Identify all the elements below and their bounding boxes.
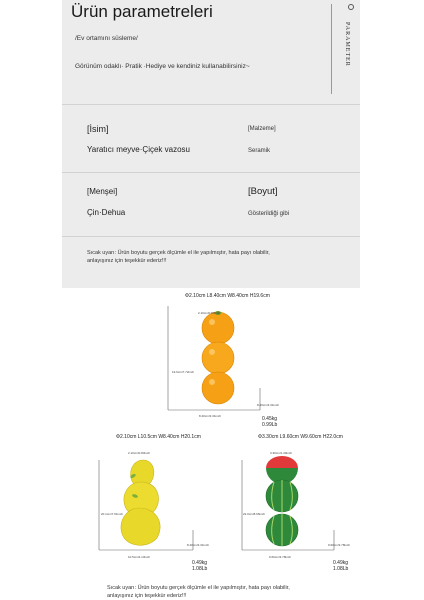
lemon-vase-diagram: [95, 446, 210, 556]
parameter-vertical-label: PARAMETER: [344, 22, 350, 67]
watermelon-vase-dimensions: Φ3.30cm L9.60cm W9.60cm H22.0cm: [258, 434, 343, 440]
orange-vase-dimensions: Φ2.10cm L8.40cm W8.40cm H19.6cm: [185, 293, 270, 299]
warning-line-1: Sıcak uyarı: Ürün boyutu gerçek ölçümle el ile yapılmıştır, hata payı olabilir,: [87, 250, 270, 256]
watermelon-width-dimension: 9.60cm/3.78inch: [328, 543, 351, 547]
warning-line-2: anlayışınız için teşekkür ederiz!!!: [87, 258, 167, 264]
lemon-weight: [192, 560, 207, 572]
watermelon-height-dimension: 22.0cm/8.66inch: [243, 512, 266, 516]
orange-icon: [202, 342, 234, 374]
section-divider: [62, 236, 360, 237]
lemon-weight-kg: 0.49kg: [192, 560, 208, 566]
lemon-weight-lb: 1.08Lb: [192, 566, 208, 572]
section-divider: [62, 104, 360, 105]
material-value: Seramik: [248, 148, 271, 154]
watermelon-weight-lb: 1.08Lb: [333, 566, 349, 572]
lemon-icon: [121, 508, 160, 545]
watermelon-slice-icon: [266, 456, 298, 468]
orange-bottom-dimension: 8.40cm/3.31inch: [199, 414, 222, 418]
page-title: Ürün parametreleri: [71, 2, 213, 21]
lemon-width-dimension: 8.40cm/3.31inch: [187, 543, 210, 547]
orange-vase-diagram: [160, 300, 270, 415]
orange-weight-lb: 0.99Lb: [262, 422, 278, 428]
name-value: Yaratıcı meyve·Çiçek vazosu: [87, 145, 190, 154]
watermelon-bottom-dimension: 9.60cm/3.78inch: [269, 555, 292, 559]
orange-top-dimension: 2.10cm/0.83inch: [198, 311, 221, 315]
bottom-warning-note: [107, 584, 290, 600]
watermelon-weight: [333, 560, 348, 572]
watermelon-top-dimension: 3.30cm/1.30inch: [270, 451, 293, 455]
orange-icon: [202, 372, 234, 404]
orange-weight-kg: 0.45kg: [262, 416, 278, 422]
tagline-home-decor: /Ev ortamını süsleme/: [75, 35, 138, 42]
orange-height-dimension: 19.6cm/7.72inch: [172, 370, 195, 374]
lemon-vase-dimensions: Φ2.10cm L10.5cm W8.40cm H20.1cm: [116, 434, 201, 440]
watermelon-weight-kg: 0.49kg: [333, 560, 349, 566]
orange-icon: [202, 312, 234, 344]
bottom-warning-line-1: Sıcak uyarı: Ürün boyutu gerçek ölçümle el ile yapılmıştır, hata payı olabilir,: [107, 585, 290, 591]
circle-ornament-icon: [348, 4, 354, 10]
origin-value: Çin·Dehua: [87, 208, 126, 217]
size-value: Gösterildiği gibi: [248, 211, 290, 217]
lemon-bottom-dimension: 10.5cm/4.13inch: [128, 555, 151, 559]
divider-vertical: [331, 4, 332, 94]
bottom-warning-line-2: anlayışınız için teşekkür ederiz!!!: [107, 593, 187, 599]
warning-note: [87, 249, 270, 265]
orange-weight: [262, 416, 277, 428]
material-label: [Malzeme]: [248, 126, 276, 132]
parameter-panel: [62, 0, 360, 288]
name-label: [İsim]: [87, 124, 109, 134]
section-divider: [62, 172, 360, 173]
tagline-features: Görünüm odaklı· Pratik ·Hediye ve kendiniz kullanabilirsiniz~: [75, 63, 250, 70]
size-label: [Boyut]: [248, 186, 278, 197]
origin-label: [Menşei]: [87, 187, 118, 196]
watermelon-vase-diagram: [238, 446, 356, 556]
lemon-height-dimension: 20.1cm/7.91inch: [101, 512, 124, 516]
orange-width-dimension: 8.40cm/3.31inch: [257, 403, 280, 407]
lemon-top-dimension: 2.10cm/0.83inch: [128, 451, 151, 455]
